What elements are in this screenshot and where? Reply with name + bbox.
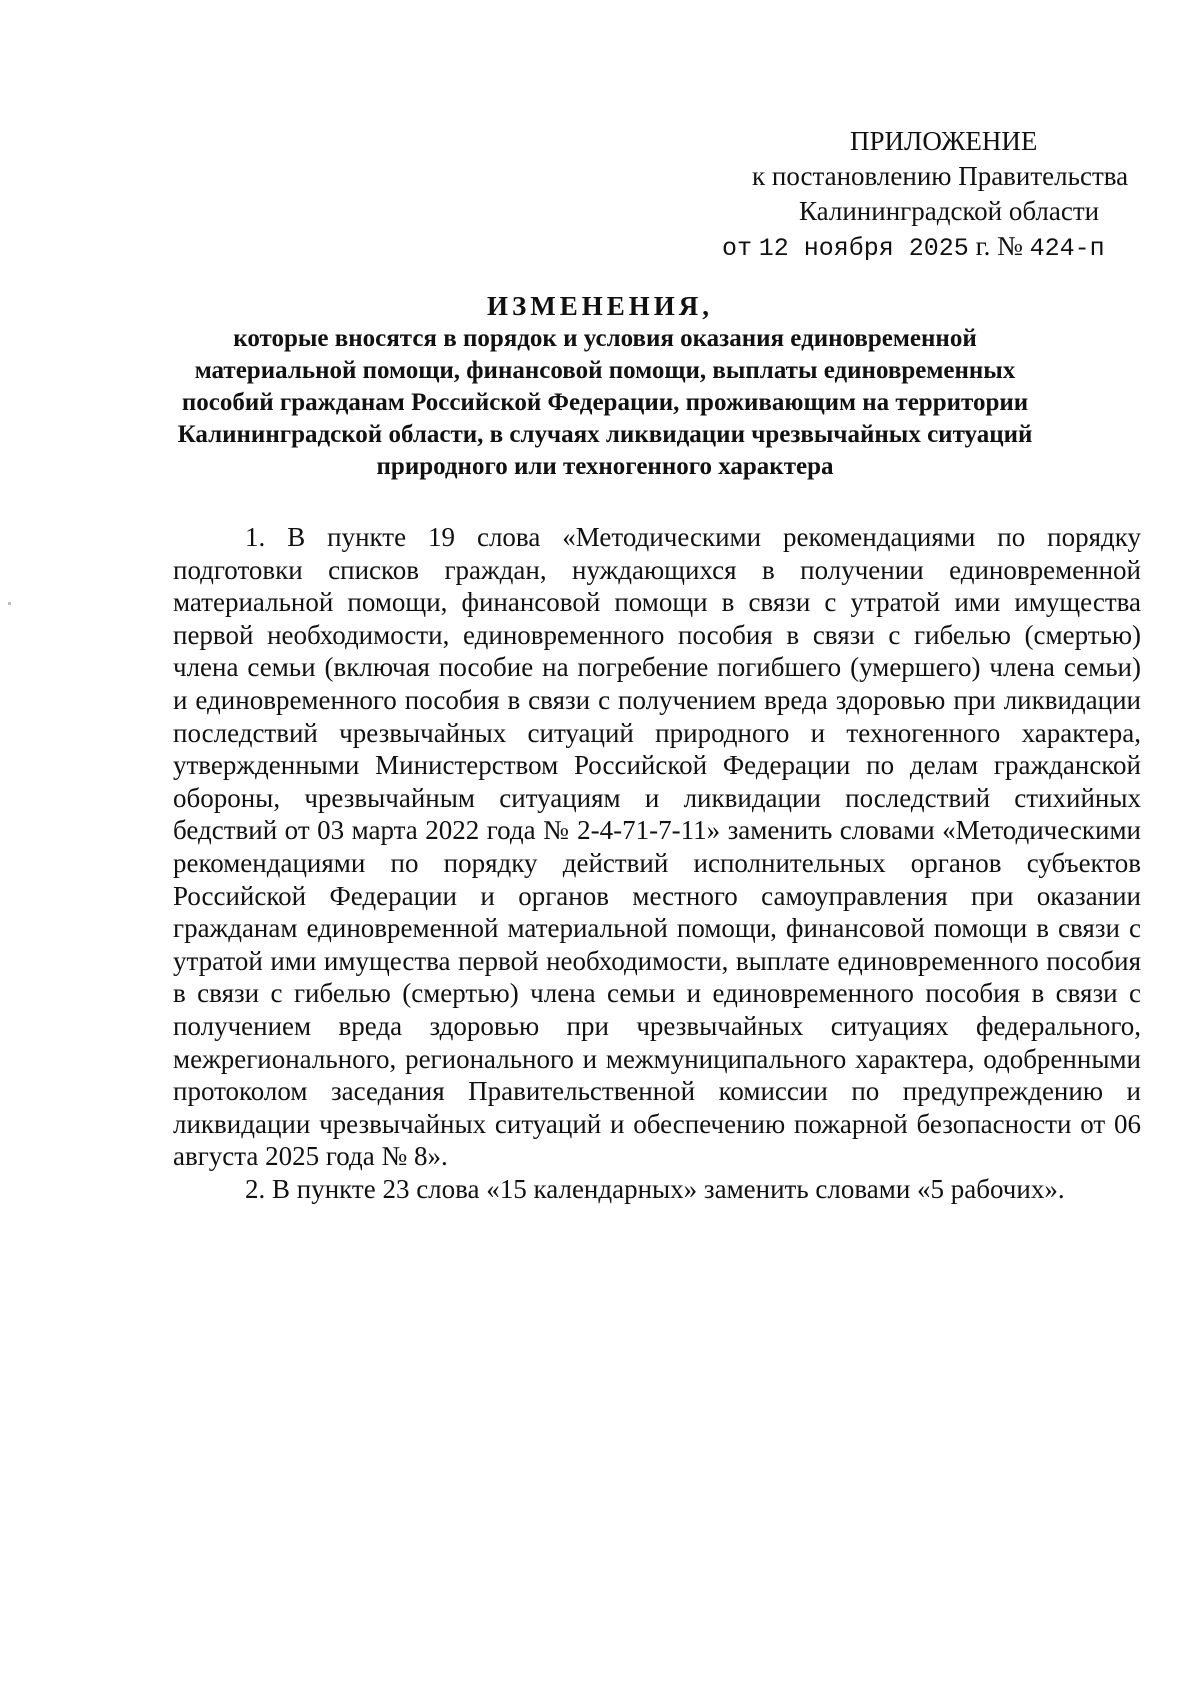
appendix-resolution-line: к постановлению Правительства — [752, 161, 1129, 191]
date-prefix: от — [722, 234, 753, 263]
appendix-region-line: Калининградской области — [799, 196, 1100, 226]
appendix-block — [680, 124, 1129, 266]
document-subtitle: которые вносятся в порядок и условия оказания единовременной материальной помощи, финансовой помощи, выплаты единовременных пособий гражданам Российской Федерации, проживающим на территории Калининградской области, в случаях ликвидации чрезвычайных ситуаций природного или техногенного характера — [177, 325, 1033, 480]
paragraph-2: 2. В пункте 23 слова «15 календарных» заменить словами «5 рабочих». — [245, 1173, 1065, 1204]
date-suffix: г. № — [975, 231, 1023, 261]
document-body — [173, 521, 1141, 1205]
date-value: 12 ноября 2025 — [758, 234, 969, 263]
scan-speck — [8, 602, 11, 605]
document-title: ИЗМЕНЕНИЯ, — [486, 291, 713, 321]
appendix-label: ПРИЛОЖЕНИЕ — [850, 126, 1038, 156]
resolution-number: 424-п — [1029, 234, 1105, 263]
paragraph-1: 1. В пункте 19 слова «Методическими рекомендациями по порядку подготовки списков граждан, нуждающихся в получении единовременной материальной помощи, финансовой помощи в связи с утратой ими имущества первой необходимости, единовременного пособия в связи с гибелью (смертью) члена семьи (включая пособие на погребение погибшего (умершего) члена семьи) и единовременного пособия в связи с получением вреда здоровью при ликвидации последствий чрезвычайных ситуаций природного и техногенного характера, утвержденными Министерством Российской Федерации по делам гражданской обороны, чрезвычайным ситуациям и ликвидации последствий стихийных бедствий от 03 марта 2022 года № 2-4-71-7-11» заменить словами «Методическими рекомендациями по порядку действий исполнительных органов субъектов Российской Федерации и органов местного самоуправления при оказании гражданам единовременной материальной помощи, финансовой помощи в связи с утратой ими имущества первой необходимости, выплате единовременного пособия в связи с гибелью (смертью) члена семьи и единовременного пособия в связи с получением вреда здоровью при чрезвычайных ситуациях федерального, межрегионального, регионального и межмуниципального характера, одобренными протоколом заседания Правительственной комиссии по предупреждению и ликвидации чрезвычайных ситуаций и обеспечению пожарной безопасности от 06 августа 2025 года № 8». — [173, 522, 1141, 1172]
appendix-date-line — [680, 229, 1120, 266]
